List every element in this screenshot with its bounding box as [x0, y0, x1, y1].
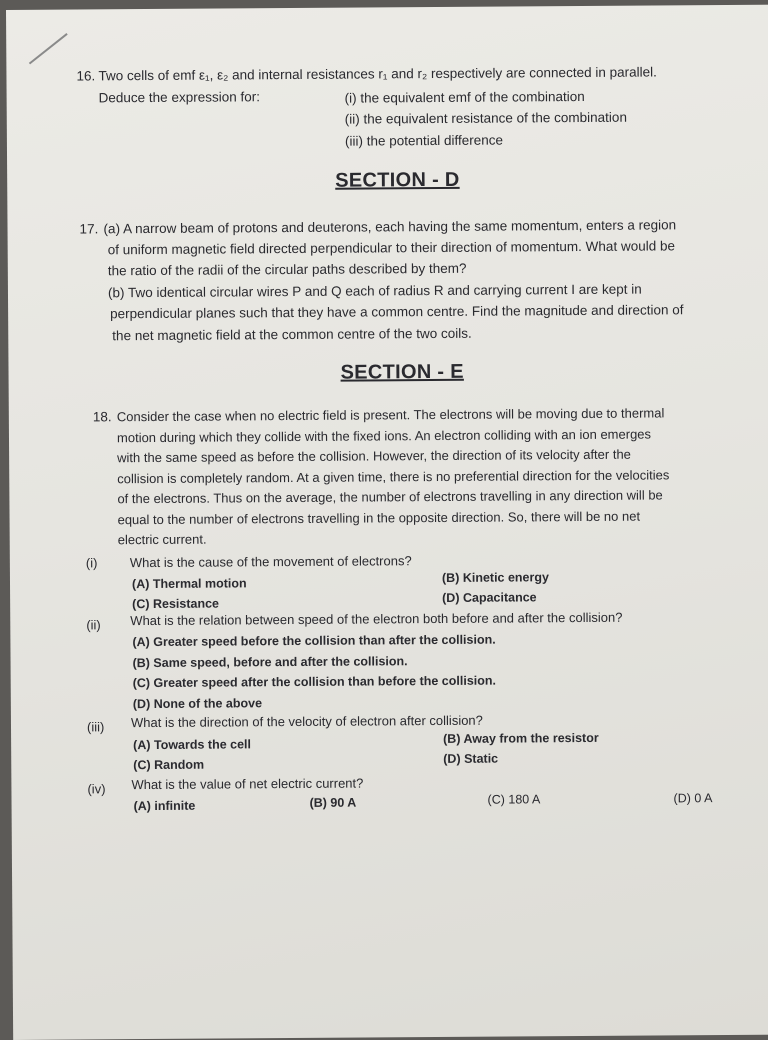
passage-line: with the same speed as before the collision. However, the direction of its velocity after the: [117, 446, 631, 466]
q17-b-line-3: the net magnetic field at the common centre of the two coils.: [112, 325, 472, 344]
sub-ii-option-c: (C) Greater speed after the collision than before the collision.: [132, 673, 497, 691]
sub-i-option-c: (C) Resistance: [132, 596, 220, 612]
sub-iv-label: (iv): [87, 781, 106, 797]
passage-line: collision is completely random. At a given time, there is no preferential direction for the velocities: [117, 466, 670, 486]
sub-iii-question: What is the direction of the velocity of electron after collision?: [130, 712, 483, 731]
sub-ii-option-a: (A) Greater speed before the collision than after the collision.: [132, 632, 496, 650]
sub-ii-question: What is the relation between speed of the electron both before and after the collision?: [130, 609, 623, 629]
q16-deduce: Deduce the expression for:: [98, 89, 261, 106]
sub-iii-option-d: (D) Static: [443, 751, 499, 766]
sub-iv-option-c: (C) 180 A: [487, 792, 541, 807]
passage-line: Consider the case when no electric field is present. The electrons will be moving due to thermal: [116, 405, 665, 425]
section-d-heading: SECTION - D: [335, 168, 460, 192]
sub-ii-option-d: (D) None of the above: [132, 696, 263, 712]
sub-iii-option-b: (B) Away from the resistor: [443, 730, 599, 746]
sub-iv-question: What is the value of net electric current?: [131, 775, 364, 793]
section-e-heading: SECTION - E: [340, 360, 464, 384]
passage-line: motion during which they collide with the fixed ions. An electron colliding with an ion emerges: [116, 426, 652, 445]
q16-part-i: (i) the equivalent emf of the combination: [344, 88, 585, 106]
sub-iv-option-b: (B) 90 A: [309, 795, 357, 810]
sub-i-option-a: (A) Thermal motion: [131, 576, 247, 592]
exam-page: [6, 5, 768, 1040]
sub-iii-option-c: (C) Random: [133, 757, 205, 773]
sub-i-label: (i): [85, 555, 98, 571]
q16-number: 16.: [76, 68, 96, 84]
sub-ii-label: (ii): [86, 617, 101, 633]
sub-iii-option-a: (A) Towards the cell: [133, 737, 252, 753]
q17-a-line-1: (a) A narrow beam of protons and deuterons, each having the same momentum, enters a region: [103, 217, 677, 237]
sub-iv-option-a: (A) infinite: [133, 798, 196, 814]
q17-b-line-1: (b) Two identical circular wires P and Q each of radius R and carrying current I are kept in: [107, 281, 642, 301]
q17-b-line-2: perpendicular planes such that they have a common centre. Find the magnitude and direction of: [110, 302, 684, 322]
q16-part-iii: (iii) the potential difference: [344, 132, 504, 149]
sub-iv-option-d: (D) 0 A: [673, 791, 713, 806]
q18-passage: [117, 403, 670, 550]
q16-part-ii: (ii) the equivalent resistance of the combination: [344, 109, 627, 127]
passage-line: of the electrons. Thus on the average, the number of electrons travelling in any direction will be: [117, 487, 663, 507]
q16-text: Two cells of emf ε₁, ε₂ and internal resistances r₁ and r₂ respectively are connected in parallel.: [98, 64, 657, 84]
sub-i-option-d: (D) Capacitance: [442, 590, 537, 605]
q17-a-line-3: the ratio of the radii of the circular paths described by them?: [107, 260, 467, 279]
q17-number: 17.: [79, 221, 99, 237]
sub-ii-option-b: (B) Same speed, before and after the collision.: [132, 654, 408, 671]
q17-a-line-2: of uniform magnetic field directed perpendicular to their direction of momentum. What would be: [107, 238, 676, 258]
pen-mark: [29, 33, 68, 64]
sub-i-question: What is the cause of the movement of electrons?: [129, 553, 412, 571]
sub-iii-label: (iii): [86, 719, 105, 735]
q18-number: 18.: [92, 409, 112, 425]
passage-line: electric current.: [117, 531, 207, 548]
sub-i-option-b: (B) Kinetic energy: [441, 570, 549, 585]
passage-line: equal to the number of electrons travelling in the opposite direction. So, there will be no net: [117, 508, 641, 527]
